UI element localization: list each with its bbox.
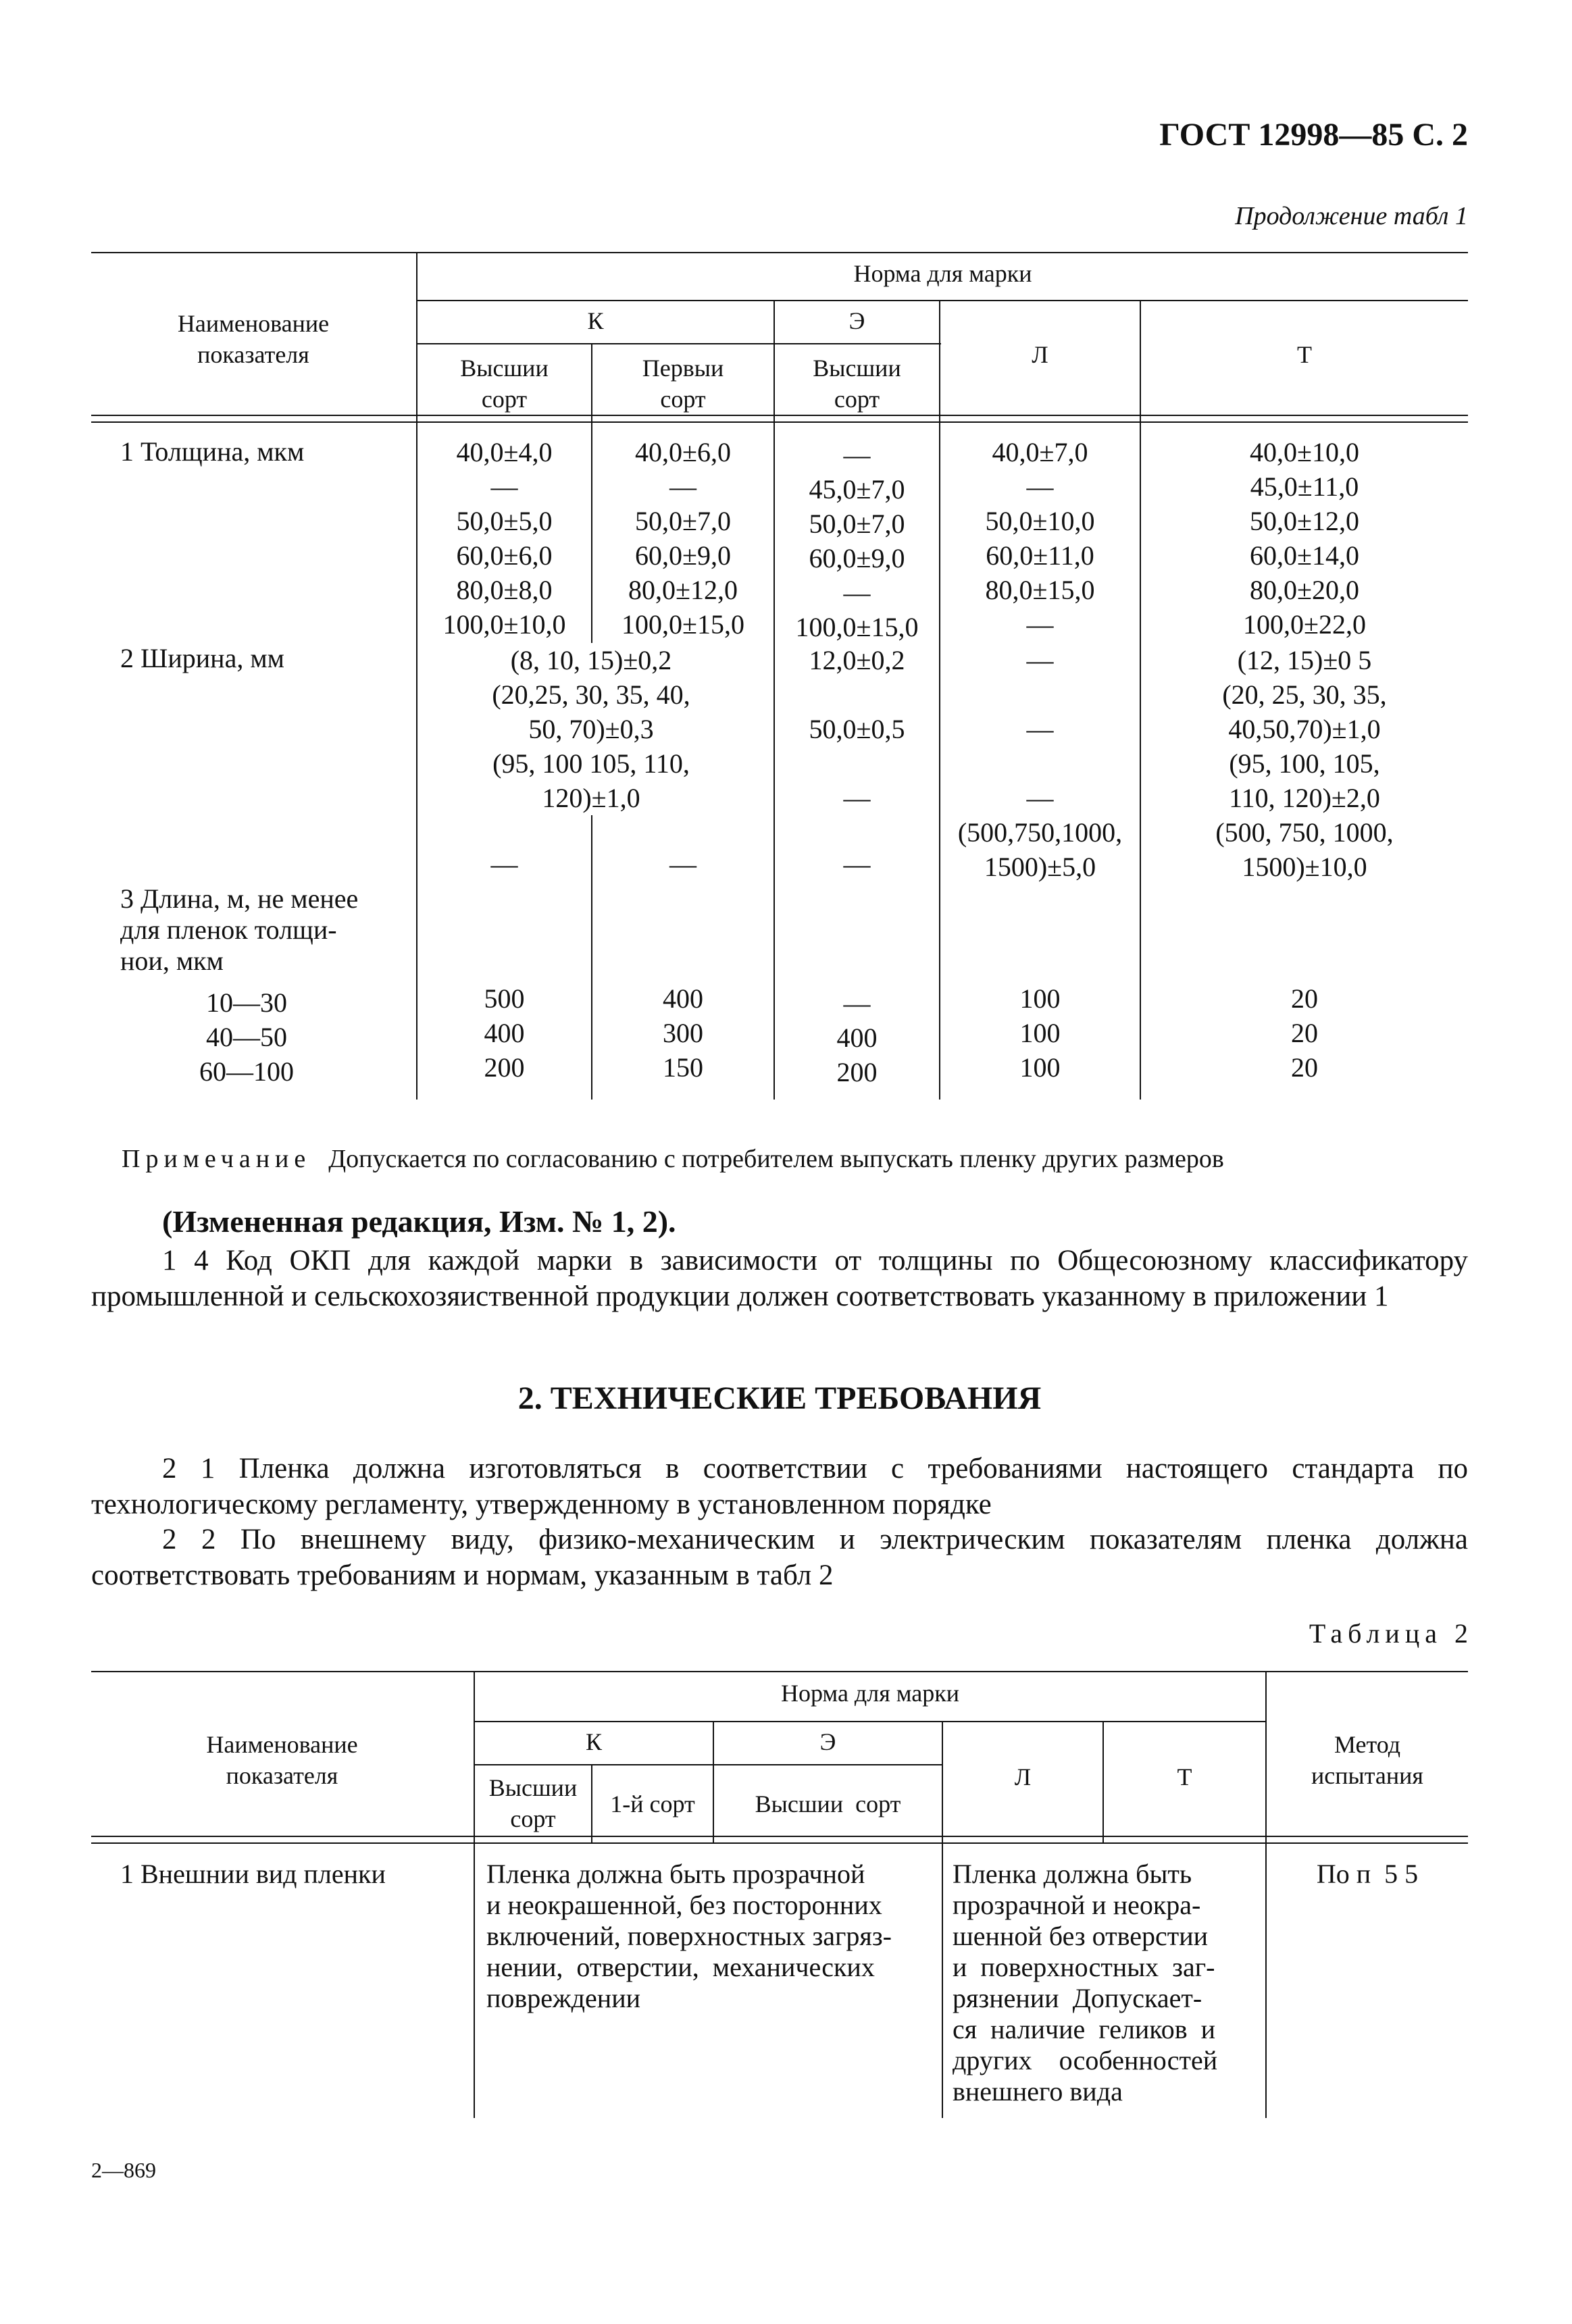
table1-k-first-length: 400 300 150: [663, 983, 703, 1083]
table1-t-thickness: 40,0±10,0 45,0±11,0 50,0±12,0 60,0±14,0 80,0±20,0 100,0±22,0: [1243, 437, 1366, 640]
paragraph-2-2: 2 2 По внешнему виду, физико-механическим и электрическим показателям пленка должна соответствовать требованиям и нормам, указанным в табл 2: [91, 1524, 1468, 1591]
table1-row-length-60-100: 60—100: [199, 1056, 294, 1087]
table1-t-width: (12, 15)±0 5 (20, 25, 30, 35, 40,50,70)±1,0 (95, 100, 105, 110, 120)±2,0 (500, 750, 1000, 1500)±10,0: [1215, 645, 1394, 882]
table2-k-high-grade: Высшии сорт: [488, 1774, 578, 1832]
table1-row-length: 3 Длина, м, не менее для пленок толщи- нои, мкм: [120, 883, 359, 976]
table1-t-length: 20 20 20: [1291, 983, 1318, 1083]
table2-norm-header: Норма для марки: [780, 1680, 960, 1707]
table1-note: [122, 1144, 1224, 1174]
table1-k-first-thickness: 40,0±6,0 — 50,0±7,0 60,0±9,0 80,0±12,0 100,0±15,0: [622, 437, 744, 640]
paragraph-2-1: 2 1 Пленка должна изготовляться в соответствии с требованиями настоящего стандарта по технологическому регламенту, утвержденному в установленном порядке: [91, 1453, 1468, 1520]
table1-mark-t: Т: [1297, 341, 1312, 368]
table1-e-thickness: — 45,0±7,0 50,0±7,0 60,0±9,0 — 100,0±15,0: [795, 440, 919, 642]
table2-mark-e: Э: [819, 1728, 836, 1755]
note-label: Примечание: [122, 1145, 311, 1173]
table1-k-first-dash: —: [669, 849, 696, 879]
table1-l-length: 100 100 100: [1019, 983, 1061, 1083]
table1-row-thickness: 1 Толщина, мкм: [120, 436, 305, 467]
table1-k-high-length: 500 400 200: [484, 983, 525, 1083]
table2-row-appearance: 1 Внешнии вид пленки: [120, 1859, 386, 1889]
note-text: Допускается по согласованию с потребителем выпускать пленку других размеров: [328, 1145, 1224, 1173]
table1-e-length: — 400 200: [836, 988, 878, 1087]
table1-e-dash: —: [843, 849, 871, 879]
table1-e-width: 12,0±0,2 50,0±0,5 —: [809, 645, 905, 813]
table1-k-high-grade: Высшии сорт: [460, 355, 549, 413]
table2-mark-l: Л: [1014, 1763, 1032, 1790]
table2-mark-t: Т: [1177, 1763, 1192, 1790]
page-header: ГОСТ 12998—85 С. 2: [1159, 117, 1468, 153]
table2-appearance-k-e: Пленка должна быть прозрачной и неокрашенной, без посторонних включений, поверхностных загряз- нении, отверстии, механических повреждении: [486, 1859, 892, 2013]
table1-l-width: — — — (500,750,1000, 1500)±5,0: [957, 645, 1123, 882]
table2-method-header: Метод испытания: [1311, 1731, 1423, 1789]
table1-k-first-grade: Первыи сорт: [642, 355, 724, 413]
table2-appearance-method: По п 5 5: [1316, 1859, 1419, 1889]
table2-appearance-l-t: Пленка должна быть прозрачной и неокра- шенной без отверстии и поверхностных заг- рязнении Допускает- ся наличие геликов и других особенностей внешнего вида: [953, 1859, 1218, 2107]
paragraph-1-4: 1 4 Код ОКП для каждой марки в зависимости от толщины по Общесоюзному классификатору промышленной и сельскохозяиственной продукции должен соответствовать указанному в приложении 1: [91, 1245, 1468, 1312]
table1-k-high-dash: —: [490, 849, 518, 879]
table1-row-length-10-30: 10—30: [206, 987, 287, 1018]
table1-col-name-header: Наименование показателя: [177, 310, 330, 368]
table2-k-first-grade: 1-й сорт: [610, 1790, 695, 1817]
table2-e-high-grade: Высшии сорт: [755, 1790, 901, 1817]
table1-row-width: 2 Ширина, мм: [120, 643, 284, 673]
table1-mark-e: Э: [848, 307, 865, 334]
table2-caption: Таблица 2: [1309, 1618, 1473, 1649]
table1-norm-header: Норма для марки: [853, 260, 1032, 287]
table1-k-width: (8, 10, 15)±0,2 (20,25, 30, 35, 40, 50, 70)±0,3 (95, 100 105, 110, 120)±1,0: [446, 643, 736, 815]
table1-k-high-thickness: 40,0±4,0 — 50,0±5,0 60,0±6,0 80,0±8,0 100,0±10,0: [442, 437, 566, 640]
section-title: 2. ТЕХНИЧЕСКИЕ ТРЕБОВАНИЯ: [517, 1380, 1042, 1416]
table2-mark-k: К: [585, 1728, 602, 1755]
table-continuation-label: Продолжение табл 1: [1235, 202, 1468, 230]
page-footer-code: 2—869: [91, 2158, 156, 2182]
table1-l-thickness: 40,0±7,0 — 50,0±10,0 60,0±11,0 80,0±15,0 —: [985, 437, 1095, 640]
table1-mark-l: Л: [1032, 341, 1048, 368]
table1-row-length-40-50: 40—50: [206, 1022, 287, 1052]
table2-col-name-header: Наименование показателя: [206, 1731, 358, 1789]
table1-mark-k: К: [587, 307, 604, 334]
amended-edition-note: (Измененная редакция, Изм. № 1, 2).: [162, 1204, 676, 1239]
table1-e-high-grade: Высшии сорт: [813, 355, 901, 413]
